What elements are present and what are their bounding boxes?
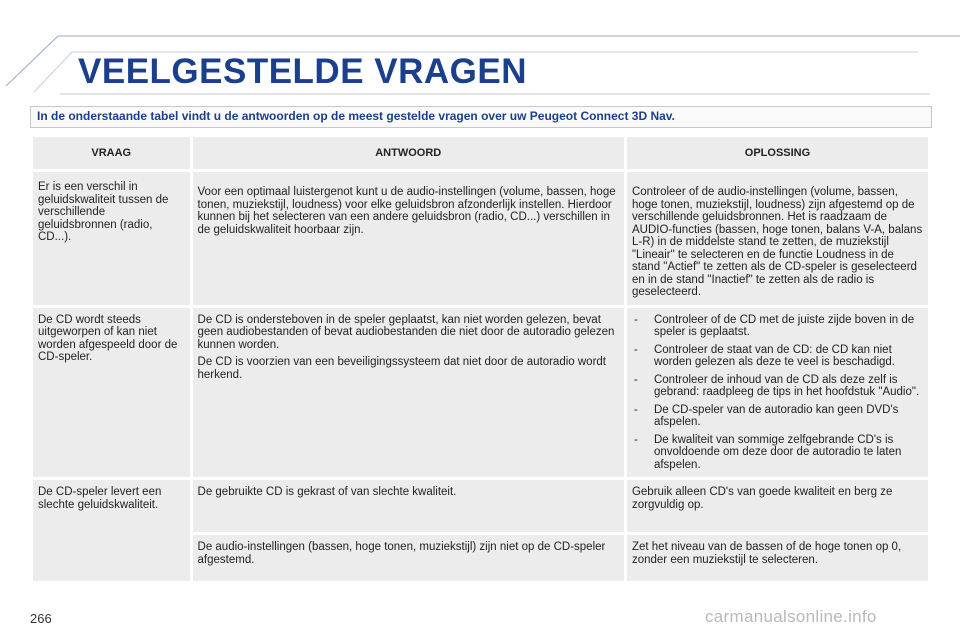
faq-table: [30, 134, 931, 584]
table-row: [33, 172, 928, 305]
answer-text: De gebruikte CD is gekrast of van slechte kwaliteit.: [197, 486, 457, 498]
answer-cell: [193, 172, 624, 305]
question-text: Er is een verschil in geluidskwaliteit tussen de verschillende geluidsbronnen (radio, CD...).: [38, 181, 169, 243]
solution-cell: [627, 172, 928, 305]
solution-cell: [627, 480, 928, 532]
table-row: [33, 480, 928, 532]
answer-text: Voor een optimaal luistergenot kunt u de audio-instellingen (volume, bassen, hoge tonen, muziekstijl, loudness) voor elke geluidsbron afzonderlijk instellen. Hierdoor kunnen bij het selecteren van een andere geluidsbron (radio, CD...) verschillen in de geluidskwaliteit hoorbaar zijn.: [197, 186, 616, 236]
question-text: De CD-speler levert een slechte geluidskwaliteit.: [38, 486, 162, 511]
solution-cell: [627, 535, 928, 581]
question-cell: [33, 172, 190, 305]
answer-cell: [193, 535, 624, 581]
intro-text: In de onderstaande tabel vindt u de antwoorden op de meest gestelde vragen over uw Peugeot Connect 3D Nav.: [37, 109, 675, 123]
question-cell: [33, 308, 190, 478]
solution-text: Zet het niveau van de bassen of de hoge tonen op 0, zonder een muziekstijl te selecteren.: [631, 541, 902, 566]
question-text: De CD wordt steeds uitgeworpen of kan niet worden afgespeeld door de CD-speler.: [38, 313, 178, 363]
column-header-question: VRAAG: [33, 137, 190, 169]
answer-cell: [193, 480, 624, 532]
solution-cell: [627, 308, 928, 478]
table-header-row: [33, 137, 928, 169]
solution-item: - Controleer of de CD met de juiste zijde boven in de speler is geplaatst.: [632, 314, 923, 339]
watermark: carmanualsonline.info: [705, 607, 877, 626]
answer-text: De audio-instellingen (bassen, hoge tonen, muziekstijl) zijn niet op de CD-speler afgestemd.: [197, 541, 606, 566]
page-number: 266: [30, 611, 52, 626]
table-row: [33, 308, 928, 478]
column-header-solution: OPLOSSING: [627, 137, 928, 169]
solution-text: Gebruik alleen CD's van goede kwaliteit en berg ze zorgvuldig op.: [631, 486, 893, 511]
solution-text: Controleer of de audio-instellingen (volume, bassen, hoge tonen, muziekstijl, loudness) zijn afgestemd op de verschillende geluidsbronnen. Het is raadzaam de AUDIO-functies (bassen, hoge tonen, balans V-A, balans L-R) in de middelste stand te zetten, de muziekstijl "Lineair" te selecteren en de functie Loudness in de stand "Actief" te zetten als de CD-speler is geselecteerd en in de stand "Inactief" te zetten als de radio is geselecteerd.: [631, 186, 923, 298]
solution-item: - De kwaliteit van sommige zelfgebrande CD's is onvoldoende om deze door de autoradio te laten afspelen.: [632, 434, 923, 472]
question-cell: [33, 480, 190, 581]
solution-list: [632, 314, 923, 472]
solution-item: - Controleer de staat van de CD: de CD kan niet worden gelezen als deze te veel is beschadigd.: [632, 344, 923, 369]
solution-item: - Controleer de inhoud van de CD als deze zelf is gebrand: raadpleeg de tips in het hoofdstuk "Audio".: [632, 374, 923, 399]
column-header-answer: ANTWOORD: [193, 137, 624, 169]
page-title: VEELGESTELDE VRAGEN: [78, 52, 528, 91]
intro-bar: [30, 106, 932, 128]
answer-cell: [193, 308, 624, 478]
answer-text: De CD is voorzien van een beveiligingssysteem dat niet door de autoradio wordt herkend.: [197, 356, 606, 381]
answer-text: De CD is ondersteboven in de speler geplaatst, kan niet worden gelezen, bevat geen audiobestanden of bevat audiobestanden die niet door de autoradio gelezen kunnen worden.: [197, 313, 615, 351]
solution-item: - De CD-speler van de autoradio kan geen DVD's afspelen.: [632, 404, 923, 429]
